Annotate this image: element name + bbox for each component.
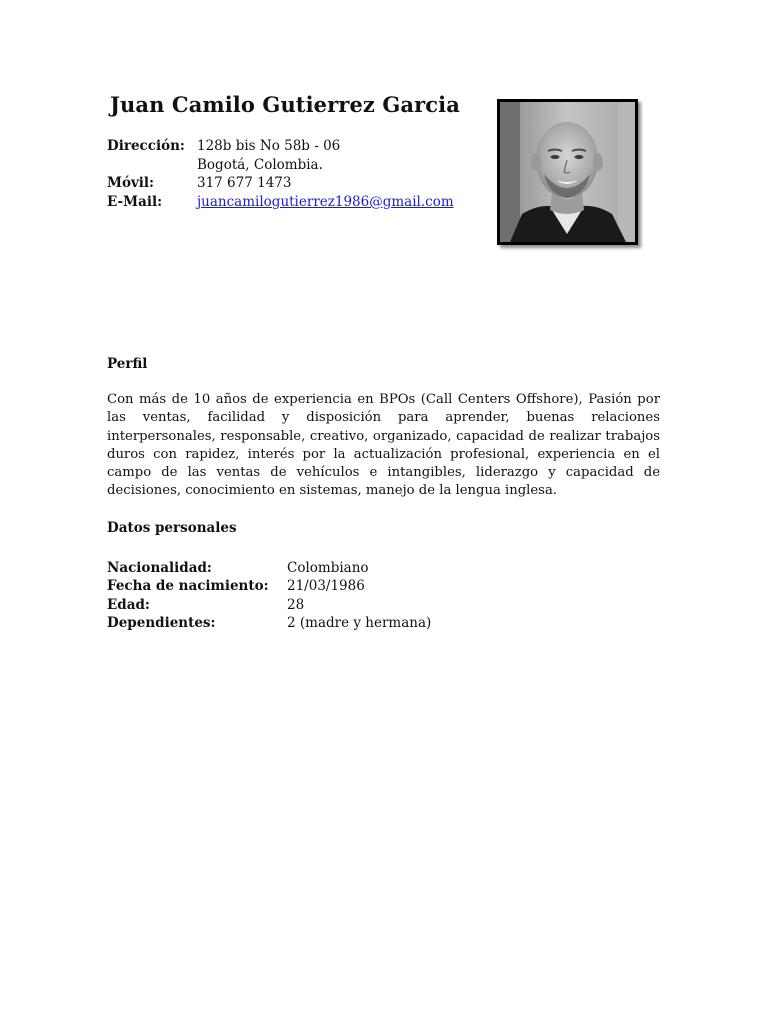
address-label: Dirección: [107,138,185,154]
address-line-1: 128b bis No 58b - 06 [197,138,341,154]
contact-block [107,137,454,211]
age-label: Edad: [107,596,150,613]
candidate-name: Juan Camilo Gutierrez Garcia [110,92,460,117]
personal-row-dependents [107,614,431,632]
mobile-row [107,174,454,193]
profile-heading: Perfil [107,356,148,372]
dependents-value: 2 (madre y hermana) [287,614,432,631]
personal-row-birthdate [107,577,431,595]
profile-photo [497,99,638,245]
portrait-image [500,102,635,242]
birthdate-value: 21/03/1986 [287,578,365,595]
profile-paragraph: Con más de 10 años de experiencia en BPOs (Call Centers Offshore), Pasión por las ventas, facilidad y disposición para aprender, buenas relaciones interpersonales, responsable, creativo, organizado, capacidad de realizar trabajos duros con rapidez, interés por la actualización profesional, experiencia en el campo de las ventas de vehículos e intangibles, liderazgo y capacidad de decisiones, conocimiento en sistemas, manejo de la lengua inglesa. [107,392,660,499]
email-link[interactable]: juancamilogutierrez1986@gmail.com [197,193,454,210]
address-line-2: Bogotá, Colombia. [197,156,323,173]
personal-row-nationality [107,559,431,577]
personal-data-heading: Datos personales [107,520,237,536]
nationality-label: Nacionalidad: [107,560,212,576]
address-label-spacer [107,156,197,175]
personal-data-table [107,559,431,632]
personal-row-age [107,596,431,614]
mobile-value: 317 677 1473 [197,175,292,191]
birthdate-label: Fecha de nacimiento: [107,578,269,595]
nationality-value: Colombiano [287,560,369,576]
age-value: 28 [287,596,305,613]
address-row-2 [107,156,454,175]
mobile-label: Móvil: [107,175,155,191]
email-row [107,193,454,212]
address-row [107,137,454,156]
email-label: E-Mail: [107,193,163,210]
dependents-label: Dependientes: [107,614,216,631]
